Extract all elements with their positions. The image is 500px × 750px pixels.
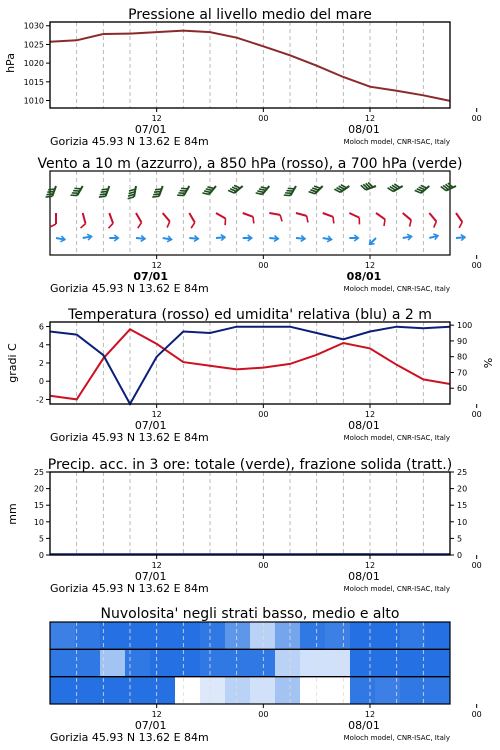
wind-barb-700hpa xyxy=(388,181,403,193)
location-label: Gorizia 45.93 N 13.62 E 84m xyxy=(50,582,209,595)
wind-barb-10m xyxy=(109,235,118,241)
humidity-line xyxy=(50,327,450,404)
wind-panel xyxy=(37,156,481,295)
x-tick-label: 00 xyxy=(258,261,269,270)
pressure-ylabel: hPa xyxy=(4,53,17,73)
x-tick-label: 00 xyxy=(471,710,482,719)
y-tick-label-right: 80 xyxy=(457,352,468,362)
y-tick-label: 4 xyxy=(38,340,44,350)
wind-barb-850hpa xyxy=(77,213,86,228)
y-tick-label: -2 xyxy=(36,395,44,405)
wind-barb-850hpa xyxy=(373,213,388,226)
cloud-cell xyxy=(300,649,326,676)
wind-barb-10m xyxy=(296,235,305,242)
y-tick-label-right: 70 xyxy=(457,368,468,378)
wind-barb-10m xyxy=(162,235,172,242)
plot-border xyxy=(50,22,450,108)
cloud-cell xyxy=(100,677,126,704)
y-tick-label-right: 25 xyxy=(457,468,468,477)
precip-plot xyxy=(34,468,482,595)
wind-barb-10m xyxy=(189,235,198,242)
x-tick-label: 00 xyxy=(471,261,482,270)
wind-barb-850hpa xyxy=(241,213,256,223)
date-label: 07/01 xyxy=(134,123,167,136)
y-tick-label: 15 xyxy=(33,501,44,511)
wind-barb-850hpa xyxy=(131,213,143,228)
wind-barb-850hpa xyxy=(347,213,362,224)
plot-frame xyxy=(50,472,450,555)
wind-plot xyxy=(46,171,482,295)
y-tick-label: 5 xyxy=(38,534,44,544)
cloud-cell xyxy=(350,649,376,676)
cloud-cell xyxy=(150,649,176,676)
x-tick-label: 00 xyxy=(258,114,269,123)
date-label: 08/01 xyxy=(348,419,380,432)
wind-barb-10m xyxy=(368,236,379,247)
x-tick-label: 12 xyxy=(151,410,162,419)
location-label: Gorizia 45.93 N 13.62 E 84m xyxy=(50,282,209,295)
cloud-cell xyxy=(50,677,76,704)
cloud-cell xyxy=(125,649,151,676)
wind-barb-700hpa xyxy=(361,180,376,190)
y-tick-label: 0 xyxy=(38,377,44,387)
y-tick-label: 2 xyxy=(38,359,44,368)
wind-barb-10m xyxy=(269,235,278,242)
wind-barb-10m xyxy=(55,235,65,242)
wind-barb-10m xyxy=(243,235,252,241)
wind-barb-850hpa xyxy=(399,213,414,227)
precip-ylabel: mm xyxy=(6,503,19,525)
wind-barb-700hpa xyxy=(128,185,136,200)
wind-barb-700hpa xyxy=(309,182,323,196)
x-tick-label: 00 xyxy=(471,114,482,123)
cloud-cell xyxy=(250,622,276,649)
cloud-cell xyxy=(300,622,326,649)
x-tick-label: 00 xyxy=(471,561,482,570)
cloud-cell xyxy=(125,622,151,649)
x-tick-label: 12 xyxy=(364,561,376,570)
credit-label: Moloch model, CNR-ISAC, Italy xyxy=(343,734,450,742)
y-tick-label: 1015 xyxy=(23,77,44,87)
wind-barb-10m xyxy=(456,234,465,241)
y-tick-label-right: 60 xyxy=(457,384,468,394)
y-tick-label: 25 xyxy=(33,468,44,477)
date-label: 08/01 xyxy=(348,570,380,583)
wind-barb-850hpa xyxy=(50,213,56,227)
wind-barb-10m xyxy=(402,233,412,240)
wind-barb-850hpa xyxy=(213,213,228,225)
cloud-cell xyxy=(75,649,101,676)
pressure-plot xyxy=(24,22,482,148)
date-label: 07/01 xyxy=(134,419,167,432)
temp-title: Temperatura (rosso) ed umidita' relativa (blu) a 2 m xyxy=(68,307,432,323)
x-tick-label: 00 xyxy=(471,410,482,419)
cloud-cell xyxy=(425,649,451,676)
cloud-cell xyxy=(400,622,426,649)
wind-barb-850hpa xyxy=(294,213,309,222)
x-tick-label: 00 xyxy=(258,561,269,570)
cloud-cell xyxy=(325,649,351,676)
wind-barb-700hpa xyxy=(99,184,109,199)
date-label: 07/01 xyxy=(134,719,167,732)
temp-plot xyxy=(36,321,482,444)
cloud-cell xyxy=(425,677,451,704)
cloud-cell xyxy=(325,622,351,649)
cloud-cell xyxy=(250,649,276,676)
wind-barb-700hpa xyxy=(334,181,349,194)
wind-barb-700hpa xyxy=(415,181,430,195)
cloud-cell xyxy=(275,622,301,649)
cloud-title: Nuvolosita' negli strati basso, medio e alto xyxy=(100,606,400,622)
cloud-cell xyxy=(225,622,251,649)
x-tick-label: 12 xyxy=(151,261,162,270)
cloud-cell xyxy=(175,649,201,676)
plot-frame xyxy=(50,322,450,404)
date-label: 07/01 xyxy=(133,270,168,283)
y-tick-label: 6 xyxy=(38,322,44,332)
cloud-cell xyxy=(200,649,226,676)
y-tick-label: 0 xyxy=(38,551,44,560)
y-tick-label: 1025 xyxy=(23,40,44,50)
pressure-title: Pressione al livello medio del mare xyxy=(128,7,372,23)
x-tick-label: 12 xyxy=(151,710,162,719)
y-tick-label-right: 20 xyxy=(457,484,468,494)
cloud-cell xyxy=(275,677,301,704)
plot-border xyxy=(50,322,450,404)
cloud-cell xyxy=(400,677,426,704)
cloud-cell xyxy=(50,649,76,676)
x-tick-label: 00 xyxy=(258,410,269,419)
y-tick-label-right: 100 xyxy=(457,321,473,331)
cloud-cell xyxy=(225,677,251,704)
wind-barb-850hpa xyxy=(321,213,336,223)
x-tick-label: 12 xyxy=(364,710,376,719)
temperature-line xyxy=(50,329,450,399)
credit-label: Moloch model, CNR-ISAC, Italy xyxy=(343,434,450,442)
cloud-cell xyxy=(250,677,276,704)
x-tick-label: 00 xyxy=(258,710,269,719)
y-tick-label-right: 15 xyxy=(457,501,468,511)
cloud-plot xyxy=(50,622,482,744)
wind-barb-10m xyxy=(136,235,145,242)
cloud-cell xyxy=(225,649,251,676)
cloud-cell xyxy=(175,677,201,704)
wind-barb-10m xyxy=(322,235,332,242)
y-tick-label-right: 5 xyxy=(457,534,463,544)
wind-barb-850hpa xyxy=(425,213,439,228)
x-tick-label: 12 xyxy=(364,410,376,419)
y-tick-label-right: 0 xyxy=(457,551,463,560)
cloud-cell xyxy=(200,677,226,704)
wind-barb-10m xyxy=(216,234,225,241)
date-label: 08/01 xyxy=(348,719,380,732)
pressure-panel xyxy=(4,7,482,148)
cloud-cell xyxy=(175,622,201,649)
temp-panel xyxy=(6,307,495,444)
temp-ylabel: gradi C xyxy=(6,343,19,383)
cloud-cell xyxy=(300,677,326,704)
cloud-cell xyxy=(400,649,426,676)
x-tick-label: 12 xyxy=(151,114,162,123)
cloud-cell xyxy=(100,622,126,649)
cloud-cell xyxy=(200,622,226,649)
date-label: 07/01 xyxy=(134,570,167,583)
credit-label: Moloch model, CNR-ISAC, Italy xyxy=(343,585,450,593)
wind-barb-700hpa xyxy=(256,182,270,197)
wind-barb-700hpa xyxy=(46,184,56,199)
y-tick-label: 20 xyxy=(33,484,44,494)
y-tick-label: 1010 xyxy=(23,96,44,106)
y-tick-label-right: 10 xyxy=(457,517,468,527)
cloud-cell xyxy=(350,677,376,704)
y-tick-label-right: 90 xyxy=(457,336,468,346)
date-label: 08/01 xyxy=(348,123,380,136)
wind-barb-700hpa xyxy=(228,181,243,195)
wind-barb-850hpa xyxy=(184,213,196,228)
cloud-cell xyxy=(150,622,176,649)
credit-label: Moloch model, CNR-ISAC, Italy xyxy=(343,138,450,146)
location-label: Gorizia 45.93 N 13.62 E 84m xyxy=(50,731,209,744)
rh-ylabel: % xyxy=(482,357,495,369)
wind-barb-10m xyxy=(82,233,92,240)
wind-title: Vento a 10 m (azzurro), a 850 hPa (rosso), a 700 hPa (verde) xyxy=(37,156,463,172)
x-tick-label: 12 xyxy=(364,261,376,270)
precip-panel xyxy=(6,457,482,595)
x-tick-label: 12 xyxy=(364,114,376,123)
y-tick-label: 10 xyxy=(33,517,44,527)
location-label: Gorizia 45.93 N 13.62 E 84m xyxy=(50,431,209,444)
cloud-cell xyxy=(350,622,376,649)
wind-barb-10m xyxy=(429,233,439,241)
wind-barb-700hpa xyxy=(152,184,162,199)
wind-barb-850hpa xyxy=(104,213,114,228)
cloud-panel xyxy=(50,606,482,744)
credit-label: Moloch model, CNR-ISAC, Italy xyxy=(343,285,450,293)
x-tick-label: 12 xyxy=(151,561,162,570)
wind-barb-850hpa xyxy=(268,213,283,221)
pressure-line xyxy=(50,31,450,101)
cloud-cell xyxy=(125,677,151,704)
plot-border xyxy=(50,472,450,555)
wind-barb-700hpa xyxy=(202,182,216,197)
wind-barb-700hpa xyxy=(441,181,456,192)
cloud-cell xyxy=(425,622,451,649)
cloud-cell xyxy=(100,649,126,676)
cloud-cell xyxy=(325,677,351,704)
precip-title: Precip. acc. in 3 ore: totale (verde), frazione solida (tratt.) xyxy=(47,457,453,473)
wind-barb-850hpa xyxy=(451,213,464,228)
cloud-cell xyxy=(275,649,301,676)
y-tick-label: 1030 xyxy=(23,21,44,31)
plot-frame xyxy=(50,22,450,108)
cloud-cell xyxy=(75,677,101,704)
cloud-cell xyxy=(50,622,76,649)
date-label: 08/01 xyxy=(346,270,382,283)
y-tick-label: 1020 xyxy=(23,59,44,69)
wind-barb-10m xyxy=(349,235,358,241)
wind-barb-850hpa xyxy=(158,213,172,228)
cloud-cell xyxy=(75,622,101,649)
cloud-cell xyxy=(150,677,176,704)
location-label: Gorizia 45.93 N 13.62 E 84m xyxy=(50,135,209,148)
